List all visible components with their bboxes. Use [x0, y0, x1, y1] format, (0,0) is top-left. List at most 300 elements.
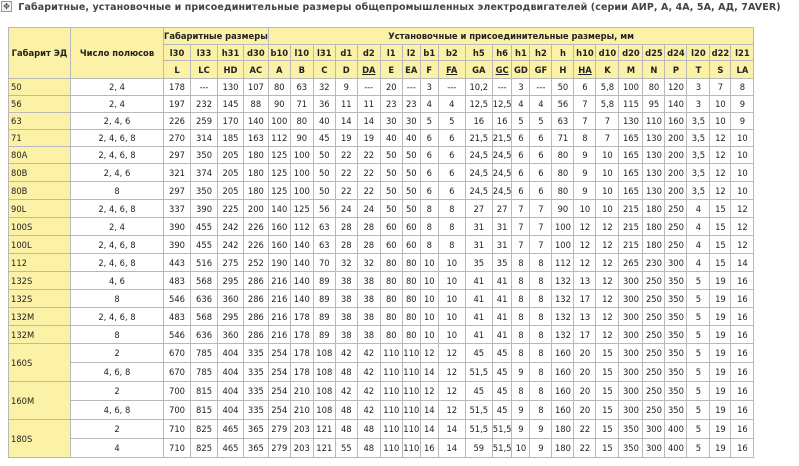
value-cell: 19	[710, 382, 731, 401]
value-cell: 252	[243, 254, 268, 272]
value-cell: 59	[465, 439, 492, 458]
value-cell: 5	[687, 272, 710, 290]
value-cell: 250	[643, 344, 665, 363]
value-cell: 100	[268, 113, 290, 130]
value-cell: 140	[268, 200, 290, 218]
value-cell: 300	[619, 382, 643, 401]
value-cell: 130	[643, 182, 665, 200]
value-cell: 89	[313, 326, 335, 344]
value-cell: 185	[218, 130, 244, 147]
value-cell: 16	[731, 308, 754, 326]
value-cell: 16	[492, 113, 512, 130]
value-cell: 225	[218, 200, 244, 218]
table-move-handle-icon[interactable]: ✥	[1, 1, 12, 12]
value-cell: 8	[530, 363, 552, 382]
value-cell: 5	[687, 382, 710, 401]
value-cell: 180	[643, 236, 665, 254]
header-code: l21	[731, 45, 754, 61]
value-cell: 16	[420, 439, 438, 458]
value-cell: 178	[290, 326, 313, 344]
value-cell: 38	[335, 290, 357, 308]
header-code: l10	[290, 45, 313, 61]
value-cell: 7	[530, 200, 552, 218]
poles-cell: 4, 6, 8	[71, 401, 164, 420]
header-letter: LA	[731, 61, 754, 79]
value-cell: 7	[512, 200, 530, 218]
value-cell: 180	[552, 420, 574, 439]
value-cell: 3	[687, 79, 710, 96]
value-cell: 825	[191, 439, 218, 458]
poles-cell: 2, 4, 6, 8	[71, 254, 164, 272]
value-cell: 3,5	[687, 113, 710, 130]
value-cell: 12	[438, 401, 465, 420]
value-cell: 335	[243, 382, 268, 401]
value-cell: 8	[512, 382, 530, 401]
value-cell: 15	[710, 254, 731, 272]
value-cell: 41	[465, 326, 492, 344]
table-row	[9, 147, 754, 164]
value-cell: 51,5	[465, 363, 492, 382]
value-cell: 390	[164, 236, 191, 254]
value-cell: 15	[596, 382, 619, 401]
value-cell: ---	[492, 79, 512, 96]
value-cell: 10	[438, 308, 465, 326]
value-cell: 215	[619, 218, 643, 236]
value-cell: 710	[164, 439, 191, 458]
header-code: h6	[492, 45, 512, 61]
value-cell: 24	[357, 200, 380, 218]
value-cell: 110	[402, 363, 420, 382]
value-cell: 295	[218, 272, 244, 290]
value-cell: 112	[268, 130, 290, 147]
value-cell: 170	[218, 113, 244, 130]
value-cell: 178	[164, 79, 191, 96]
value-cell: 12,5	[465, 96, 492, 113]
value-cell: 27	[492, 200, 512, 218]
value-cell: 12	[596, 272, 619, 290]
header-letter: C	[313, 61, 335, 79]
value-cell: 270	[164, 130, 191, 147]
value-cell: 216	[268, 290, 290, 308]
value-cell: 12	[420, 344, 438, 363]
value-cell: 374	[191, 164, 218, 182]
value-cell: 455	[191, 218, 218, 236]
value-cell: 38	[357, 308, 380, 326]
value-cell: 3	[420, 79, 438, 96]
value-cell: 350	[665, 308, 687, 326]
value-cell: 15	[710, 236, 731, 254]
value-cell: 6	[420, 164, 438, 182]
value-cell: 275	[218, 254, 244, 272]
value-cell: 350	[665, 290, 687, 308]
value-cell: 31	[465, 236, 492, 254]
value-cell: 23	[402, 96, 420, 113]
value-cell: 265	[619, 254, 643, 272]
value-cell: 100	[552, 218, 574, 236]
value-cell: 51,5	[492, 439, 512, 458]
value-cell: 12	[574, 254, 596, 272]
value-cell: 70	[313, 254, 335, 272]
value-cell: 350	[191, 147, 218, 164]
value-cell: 216	[268, 326, 290, 344]
value-cell: 8	[512, 254, 530, 272]
poles-cell: 2, 4, 6, 8	[71, 236, 164, 254]
value-cell: 465	[218, 420, 244, 439]
header-code: d1	[335, 45, 357, 61]
value-cell: 89	[313, 272, 335, 290]
gabarit-cell: 56	[9, 96, 71, 113]
value-cell: 38	[335, 272, 357, 290]
value-cell: 7	[512, 218, 530, 236]
value-cell: 110	[380, 344, 402, 363]
header-code: h1	[512, 45, 530, 61]
value-cell: 50	[402, 200, 420, 218]
value-cell: 19	[710, 344, 731, 363]
value-cell: 5	[687, 401, 710, 420]
value-cell: 80	[380, 308, 402, 326]
value-cell: 300	[619, 308, 643, 326]
value-cell: 140	[290, 290, 313, 308]
value-cell: 5,8	[596, 79, 619, 96]
value-cell: 8	[512, 344, 530, 363]
gabarit-cell: 80B	[9, 182, 71, 200]
value-cell: 40	[402, 130, 420, 147]
value-cell: 50	[402, 147, 420, 164]
value-cell: 12	[438, 382, 465, 401]
value-cell: 8	[530, 401, 552, 420]
value-cell: 7	[710, 79, 731, 96]
value-cell: 210	[290, 401, 313, 420]
value-cell: 24,5	[492, 147, 512, 164]
value-cell: 42	[357, 363, 380, 382]
value-cell: 71	[552, 130, 574, 147]
value-cell: 50	[552, 79, 574, 96]
header-letter: FA	[438, 61, 465, 79]
value-cell: 80	[643, 79, 665, 96]
value-cell: 36	[313, 96, 335, 113]
poles-cell: 2	[71, 382, 164, 401]
value-cell: 350	[665, 382, 687, 401]
value-cell: 10	[596, 164, 619, 182]
value-cell: 815	[191, 401, 218, 420]
value-cell: 12	[710, 182, 731, 200]
value-cell: 279	[268, 439, 290, 458]
value-cell: 80	[380, 326, 402, 344]
value-cell: 7	[596, 113, 619, 130]
value-cell: 24,5	[465, 182, 492, 200]
value-cell: 140	[290, 272, 313, 290]
gabarit-cell: 132S	[9, 272, 71, 290]
header-code: d24	[665, 45, 687, 61]
header-code: h5	[465, 45, 492, 61]
header-letter: T	[687, 61, 710, 79]
value-cell: 300	[619, 290, 643, 308]
value-cell: 41	[465, 290, 492, 308]
poles-cell: 8	[71, 290, 164, 308]
value-cell: 300	[665, 254, 687, 272]
value-cell: 546	[164, 290, 191, 308]
header-letter: HD	[218, 61, 244, 79]
value-cell: 365	[243, 420, 268, 439]
value-cell: 546	[164, 326, 191, 344]
value-cell: 10	[731, 164, 754, 182]
value-cell: 12	[596, 308, 619, 326]
value-cell: 24,5	[492, 182, 512, 200]
gabarit-cell: 100S	[9, 218, 71, 236]
value-cell: 38	[357, 272, 380, 290]
poles-cell: 2, 4, 6, 8	[71, 308, 164, 326]
poles-cell: 4, 6	[71, 272, 164, 290]
value-cell: 7	[596, 130, 619, 147]
value-cell: 125	[268, 182, 290, 200]
value-cell: 140	[290, 236, 313, 254]
value-cell: 28	[335, 236, 357, 254]
gabarit-cell: 63	[9, 113, 71, 130]
header-code: b10	[268, 45, 290, 61]
value-cell: 130	[218, 79, 244, 96]
value-cell: 8	[512, 308, 530, 326]
value-cell: 50	[313, 147, 335, 164]
value-cell: 568	[191, 272, 218, 290]
table-row	[9, 401, 754, 420]
value-cell: 200	[243, 200, 268, 218]
header-code: h10	[574, 45, 596, 61]
value-cell: 63	[313, 236, 335, 254]
table-row	[9, 382, 754, 401]
value-cell: 8	[512, 290, 530, 308]
value-cell: 19	[710, 439, 731, 458]
value-cell: 19	[710, 420, 731, 439]
value-cell: 12	[710, 147, 731, 164]
value-cell: 19	[710, 272, 731, 290]
value-cell: 180	[243, 164, 268, 182]
value-cell: 12	[596, 236, 619, 254]
value-cell: 50	[380, 200, 402, 218]
value-cell: 24,5	[465, 147, 492, 164]
header-letter: F	[420, 61, 438, 79]
value-cell: 16	[731, 272, 754, 290]
value-cell: 12	[596, 254, 619, 272]
value-cell: 50	[313, 182, 335, 200]
value-cell: 120	[665, 79, 687, 96]
poles-cell: 2, 4	[71, 218, 164, 236]
value-cell: 42	[335, 344, 357, 363]
value-cell: 350	[665, 401, 687, 420]
value-cell: 140	[243, 113, 268, 130]
value-cell: 48	[357, 420, 380, 439]
value-cell: 5,8	[596, 96, 619, 113]
value-cell: 286	[243, 272, 268, 290]
value-cell: 6	[530, 182, 552, 200]
header-code: l31	[313, 45, 335, 61]
value-cell: 16	[731, 439, 754, 458]
value-cell: 16	[731, 326, 754, 344]
table-row	[9, 113, 754, 130]
poles-cell: 2	[71, 344, 164, 363]
value-cell: 516	[191, 254, 218, 272]
value-cell: 8	[530, 344, 552, 363]
value-cell: 31	[492, 218, 512, 236]
value-cell: 14	[438, 420, 465, 439]
value-cell: 165	[619, 164, 643, 182]
value-cell: 13	[574, 308, 596, 326]
value-cell: 8	[530, 254, 552, 272]
value-cell: 50	[402, 164, 420, 182]
header-code: l1	[380, 45, 402, 61]
value-cell: 50	[380, 182, 402, 200]
value-cell: ---	[530, 79, 552, 96]
gabarit-cell: 71	[9, 130, 71, 147]
value-cell: 115	[619, 96, 643, 113]
value-cell: 19	[335, 130, 357, 147]
value-cell: 297	[164, 147, 191, 164]
value-cell: 48	[335, 401, 357, 420]
value-cell: 6	[530, 164, 552, 182]
value-cell: 24,5	[465, 164, 492, 182]
value-cell: 8	[530, 382, 552, 401]
poles-cell: 4	[71, 439, 164, 458]
value-cell: 5	[687, 290, 710, 308]
value-cell: 4	[512, 96, 530, 113]
value-cell: 21,5	[465, 130, 492, 147]
value-cell: 80	[290, 113, 313, 130]
value-cell: 31	[465, 218, 492, 236]
value-cell: 20	[574, 401, 596, 420]
value-cell: 45	[492, 344, 512, 363]
value-cell: 42	[357, 401, 380, 420]
value-cell: 710	[164, 420, 191, 439]
value-cell: 360	[218, 290, 244, 308]
value-cell: 230	[643, 254, 665, 272]
value-cell: 42	[357, 344, 380, 363]
value-cell: 89	[313, 290, 335, 308]
value-cell: 10	[438, 254, 465, 272]
header-code: d10	[596, 45, 619, 61]
value-cell: 3,5	[687, 182, 710, 200]
value-cell: 300	[619, 401, 643, 420]
value-cell: 8	[530, 308, 552, 326]
value-cell: 28	[357, 236, 380, 254]
value-cell: 22	[574, 420, 596, 439]
value-cell: 200	[665, 130, 687, 147]
value-cell: 38	[357, 290, 380, 308]
value-cell: 45	[492, 363, 512, 382]
value-cell: 165	[619, 130, 643, 147]
value-cell: 9	[530, 420, 552, 439]
value-cell: 226	[243, 236, 268, 254]
gabarit-cell: 80A	[9, 147, 71, 164]
value-cell: 108	[313, 382, 335, 401]
value-cell: 8	[574, 130, 596, 147]
value-cell: 80	[268, 79, 290, 96]
value-cell: 360	[218, 326, 244, 344]
value-cell: 3	[512, 79, 530, 96]
value-cell: 178	[290, 308, 313, 326]
value-cell: 15	[596, 401, 619, 420]
value-cell: 12,5	[492, 96, 512, 113]
value-cell: 16	[731, 290, 754, 308]
value-cell: 7	[530, 218, 552, 236]
value-cell: 38	[335, 326, 357, 344]
value-cell: 100	[619, 79, 643, 96]
value-cell: 160	[268, 236, 290, 254]
value-cell: 6	[438, 147, 465, 164]
value-cell: 4	[687, 236, 710, 254]
value-cell: 190	[268, 254, 290, 272]
value-cell: 250	[643, 272, 665, 290]
value-cell: 8	[512, 326, 530, 344]
value-cell: 12	[710, 130, 731, 147]
value-cell: 335	[243, 344, 268, 363]
value-cell: 22	[335, 147, 357, 164]
value-cell: 10	[574, 200, 596, 218]
table-row	[9, 200, 754, 218]
value-cell: 216	[268, 272, 290, 290]
table-row	[9, 96, 754, 113]
value-cell: 15	[596, 420, 619, 439]
value-cell: 20	[574, 344, 596, 363]
value-cell: 197	[164, 96, 191, 113]
value-cell: 286	[243, 290, 268, 308]
value-cell: 80	[402, 254, 420, 272]
value-cell: 19	[710, 363, 731, 382]
header-letter: E	[380, 61, 402, 79]
value-cell: 8	[512, 272, 530, 290]
value-cell: 5	[512, 113, 530, 130]
value-cell: 51,5	[492, 420, 512, 439]
value-cell: 45	[465, 382, 492, 401]
poles-cell: 8	[71, 182, 164, 200]
value-cell: 14	[438, 439, 465, 458]
gabarit-cell: 132M	[9, 326, 71, 344]
value-cell: 350	[619, 439, 643, 458]
table-row	[9, 130, 754, 147]
value-cell: 12	[596, 290, 619, 308]
value-cell: 12	[596, 218, 619, 236]
value-cell: 180	[552, 439, 574, 458]
value-cell: 21,5	[492, 130, 512, 147]
value-cell: ---	[438, 79, 465, 96]
value-cell: 100	[290, 182, 313, 200]
value-cell: 216	[268, 308, 290, 326]
header-letter: LC	[191, 61, 218, 79]
value-cell: 71	[290, 96, 313, 113]
header-letter: GA	[465, 61, 492, 79]
value-cell: 165	[619, 182, 643, 200]
value-cell: 9	[731, 96, 754, 113]
value-cell: 5	[687, 439, 710, 458]
value-cell: 636	[191, 326, 218, 344]
value-cell: 20	[380, 79, 402, 96]
value-cell: 10	[596, 182, 619, 200]
value-cell: 10	[438, 326, 465, 344]
value-cell: 16	[465, 113, 492, 130]
value-cell: 6	[438, 130, 465, 147]
value-cell: 215	[619, 200, 643, 218]
value-cell: 300	[619, 326, 643, 344]
poles-cell: 2, 4, 6	[71, 164, 164, 182]
value-cell: 226	[243, 218, 268, 236]
value-cell: 670	[164, 344, 191, 363]
value-cell: 80	[380, 254, 402, 272]
value-cell: 200	[665, 164, 687, 182]
value-cell: 14	[420, 401, 438, 420]
header-letter: DA	[357, 61, 380, 79]
value-cell: 32	[357, 254, 380, 272]
value-cell: 242	[218, 236, 244, 254]
value-cell: 165	[619, 147, 643, 164]
value-cell: 41	[492, 272, 512, 290]
